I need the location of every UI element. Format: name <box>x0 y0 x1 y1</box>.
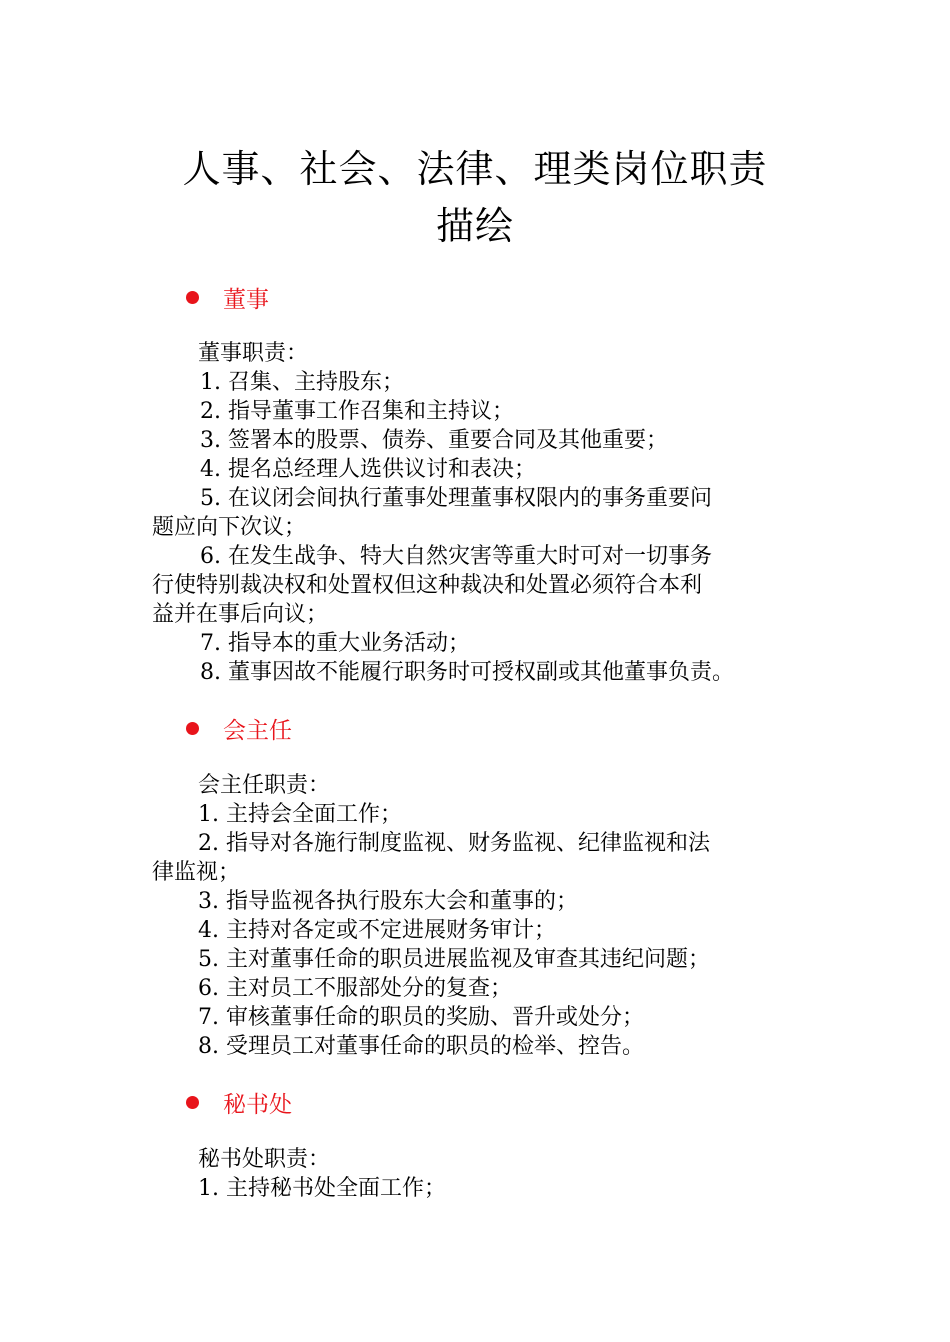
section-heading-directors <box>186 282 269 312</box>
red-bullet-icon <box>186 722 199 735</box>
document-title-line-2: 描绘 <box>435 204 514 248</box>
list-item: 1. 召集、主持股东； <box>200 370 404 395</box>
list-item-continuation: 行使特别裁决权和处置权但这种裁决和处置必须符合本利 <box>152 573 703 598</box>
list-item: 8. 受理员工对董事任命的职员的检举、控告。 <box>198 1034 644 1059</box>
list-item: 7. 指导本的重大业务活动； <box>200 631 470 656</box>
section-intro: 董事职责： <box>198 341 309 366</box>
section-heading-committee-chair <box>186 713 292 743</box>
list-item: 3. 签署本的股票、债券、重要合同及其他重要； <box>200 428 668 453</box>
list-item: 1. 主持会全面工作； <box>198 802 402 827</box>
list-item: 4. 主持对各定或不定进展财务审计； <box>198 918 556 943</box>
red-bullet-icon <box>186 1096 199 1109</box>
list-item: 4. 提名总经理人选供议讨和表决； <box>200 457 536 482</box>
section-heading-secretariat <box>186 1087 292 1117</box>
list-item-continuation: 益并在事后向议； <box>152 602 329 627</box>
list-item: 5. 主对董事任命的职员进展监视及审查其违纪问题； <box>198 947 710 972</box>
list-item-continuation: 律监视； <box>152 860 241 885</box>
list-item: 1. 主持秘书处全面工作； <box>198 1176 446 1201</box>
section-intro: 秘书处职责： <box>198 1147 331 1172</box>
list-item: 6. 在发生战争、特大自然灾害等重大时可对一切事务 <box>200 544 712 569</box>
list-item: 7. 审核董事任命的职员的奖励、晋升或处分； <box>198 1005 644 1030</box>
document-title-line-1: 人事、社会、法律、理类岗位职责 <box>182 147 768 191</box>
red-bullet-icon <box>186 291 199 304</box>
list-item: 2. 指导董事工作召集和主持议； <box>200 399 514 424</box>
list-item: 5. 在议闭会间执行董事处理董事权限内的事务重要问 <box>200 486 712 511</box>
section-intro: 会主任职责： <box>198 773 331 798</box>
list-item: 3. 指导监视各执行股东大会和董事的； <box>198 889 578 914</box>
section-heading-text: 秘书处 <box>223 1091 292 1118</box>
section-heading-text: 会主任 <box>223 717 292 744</box>
list-item: 2. 指导对各施行制度监视、财务监视、纪律监视和法 <box>198 831 710 856</box>
list-item: 8. 董事因故不能履行职务时可授权副或其他董事负责。 <box>200 660 734 685</box>
section-heading-text: 董事 <box>223 286 269 313</box>
list-item: 6. 主对员工不服部处分的复查； <box>198 976 512 1001</box>
list-item-continuation: 题应向下次议； <box>152 515 307 540</box>
